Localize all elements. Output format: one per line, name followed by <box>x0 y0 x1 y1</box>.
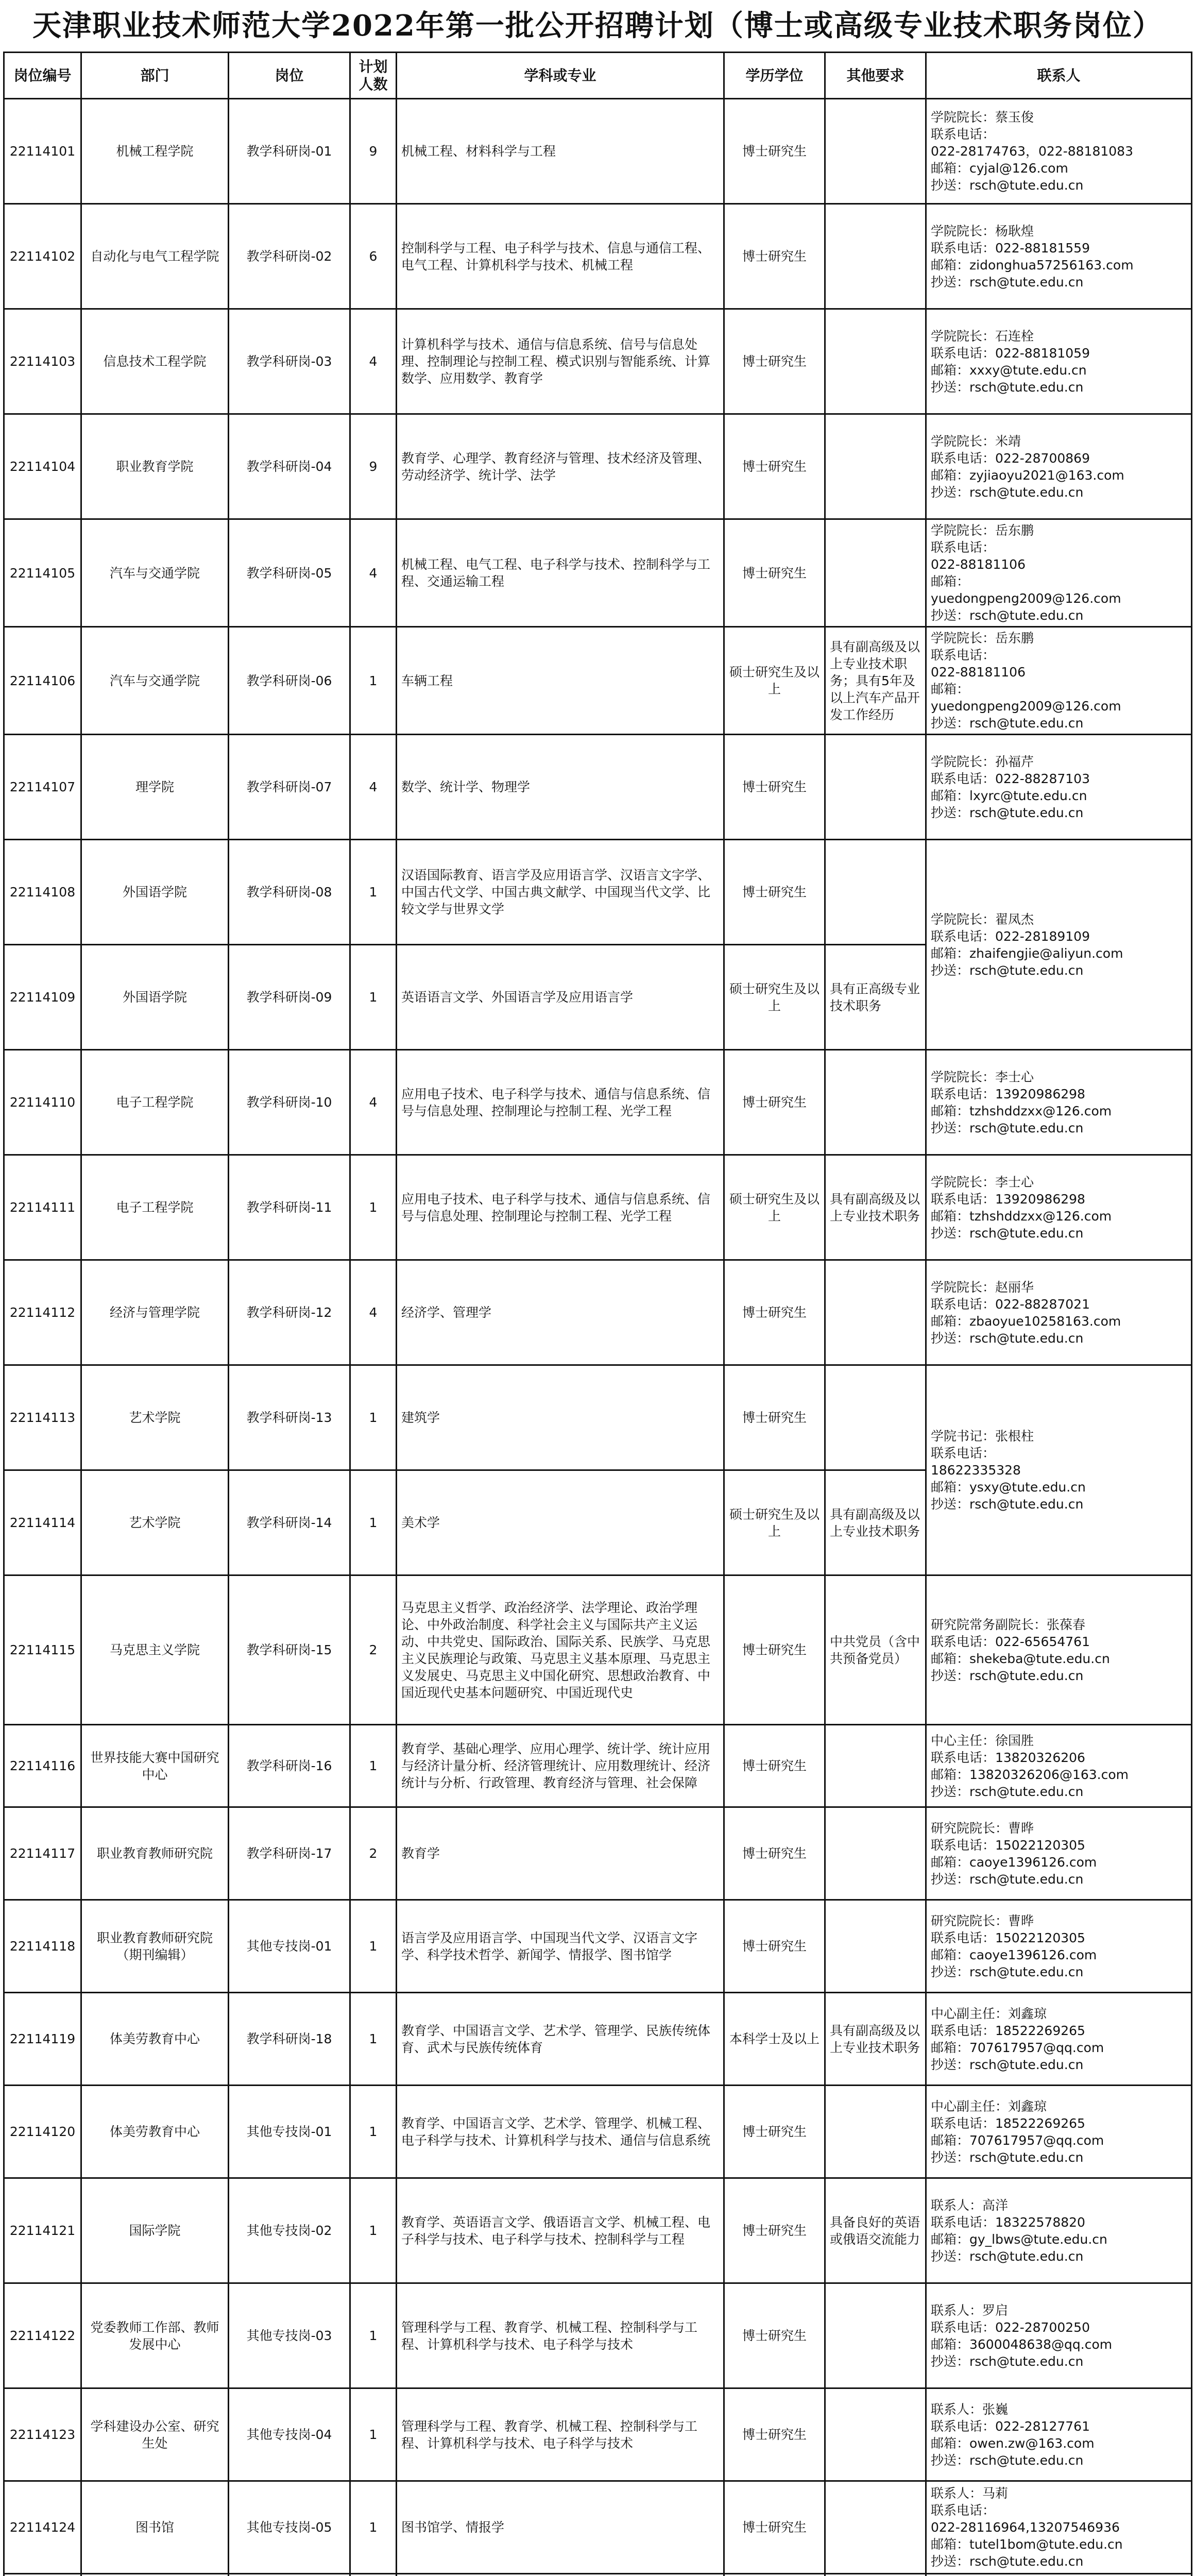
cell-post: 其他专技岗-05 <box>229 2481 350 2574</box>
table-row <box>4 414 1192 519</box>
cell-count: 1 <box>350 1470 397 1575</box>
header-dept: 部门 <box>81 53 229 99</box>
cell-degree: 博士研究生 <box>724 2178 825 2283</box>
cell-post: 其他专技岗-01 <box>229 1900 350 1993</box>
cell-code: 22114114 <box>4 1470 81 1575</box>
cell-count: 1 <box>350 1365 397 1470</box>
cell-code: 22114109 <box>4 945 81 1050</box>
header-count: 计划人数 <box>350 53 397 99</box>
cell-code: 22114116 <box>4 1725 81 1807</box>
table-row <box>4 99 1192 204</box>
cell-code: 22114103 <box>4 309 81 414</box>
cell-degree: 博士研究生 <box>724 414 825 519</box>
cell-contact: 研究院院长：曹晔 联系电话：15022120305 邮箱：caoye1396126.com 抄送：rsch@tute.edu.cn <box>926 1807 1192 1900</box>
header-contact: 联系人 <box>926 53 1192 99</box>
cell-degree: 硕士研究生及以上 <box>724 945 825 1050</box>
cell-post: 教学科研岗-04 <box>229 414 350 519</box>
header-other: 其他要求 <box>825 53 926 99</box>
cell-code: 22114105 <box>4 519 81 627</box>
cell-post: 教学科研岗-14 <box>229 1470 350 1575</box>
cell-other <box>825 1050 926 1155</box>
cell-subject: 教育学 <box>397 1807 724 1900</box>
table-row <box>4 1260 1192 1365</box>
cell-count: 6 <box>350 204 397 309</box>
cell-degree: 博士研究生 <box>724 204 825 309</box>
cell-dept: 外国语学院 <box>81 840 229 945</box>
cell-post: 其他专技岗-04 <box>229 2388 350 2481</box>
cell-count: 1 <box>350 945 397 1050</box>
table-row <box>4 2481 1192 2574</box>
cell-other <box>825 735 926 840</box>
table-row <box>4 1900 1192 1993</box>
cell-code: 22114111 <box>4 1155 81 1260</box>
cell-post: 其他专技岗-01 <box>229 2086 350 2178</box>
header-code: 岗位编号 <box>4 53 81 99</box>
cell-other <box>825 1260 926 1365</box>
cell-code: 22114113 <box>4 1365 81 1470</box>
cell-post: 其他专技岗-03 <box>229 2283 350 2388</box>
cell-count: 4 <box>350 1050 397 1155</box>
cell-subject: 计算机科学与技术、通信与信息系统、信号与信息处理、控制理论与控制工程、模式识别与智能系统、计算数学、应用数学、教育学 <box>397 309 724 414</box>
cell-post: 教学科研岗-11 <box>229 1155 350 1260</box>
table-row <box>4 519 1192 627</box>
cell-subject: 图书馆学、情报学 <box>397 2481 724 2574</box>
cell-count: 1 <box>350 2283 397 2388</box>
cell-degree: 硕士研究生及以上 <box>724 1470 825 1575</box>
cell-count: 1 <box>350 1725 397 1807</box>
cell-code: 22114104 <box>4 414 81 519</box>
cell-subject: 教育学、中国语言文学、艺术学、管理学、民族传统体育、武术与民族传统体育 <box>397 1993 724 2086</box>
cell-other: 中共党员（含中共预备党员） <box>825 1575 926 1725</box>
cell-degree: 本科学士及以上 <box>724 1993 825 2086</box>
cell-subject: 教育学、基础心理学、应用心理学、统计学、统计应用与经济计量分析、经济管理统计、应用数理统计、经济统计与分析、行政管理、教育经济与管理、社会保障 <box>397 1725 724 1807</box>
cell-code: 22114108 <box>4 840 81 945</box>
cell-count: 1 <box>350 2388 397 2481</box>
cell-post: 其他专技岗-02 <box>229 2178 350 2283</box>
cell-code: 22114121 <box>4 2178 81 2283</box>
cell-degree: 博士研究生 <box>724 1807 825 1900</box>
cell-subject: 管理科学与工程、教育学、机械工程、控制科学与工程、计算机科学与技术、电子科学与技术 <box>397 2388 724 2481</box>
cell-dept: 学科建设办公室、研究生处 <box>81 2388 229 2481</box>
header-subject: 学科或专业 <box>397 53 724 99</box>
cell-count: 4 <box>350 735 397 840</box>
cell-subject: 美术学 <box>397 1470 724 1575</box>
table-row <box>4 1993 1192 2086</box>
table-row <box>4 1725 1192 1807</box>
cell-degree: 博士研究生 <box>724 840 825 945</box>
cell-degree: 博士研究生 <box>724 519 825 627</box>
cell-subject: 建筑学 <box>397 1365 724 1470</box>
cell-subject: 教育学、心理学、教育经济与管理、技术经济及管理、劳动经济学、统计学、法学 <box>397 414 724 519</box>
cell-count: 9 <box>350 99 397 204</box>
cell-post: 教学科研岗-16 <box>229 1725 350 1807</box>
cell-count: 1 <box>350 1900 397 1993</box>
cell-dept: 艺术学院 <box>81 1470 229 1575</box>
cell-subject: 控制科学与工程、电子科学与技术、信息与通信工程、电气工程、计算机科学与技术、机械工程 <box>397 204 724 309</box>
cell-subject: 数学、统计学、物理学 <box>397 735 724 840</box>
cell-contact: 研究院常务副院长：张葆春 联系电话：022-65654761 邮箱：shekeba@tute.edu.cn 抄送：rsch@tute.edu.cn <box>926 1575 1192 1725</box>
cell-dept: 理学院 <box>81 735 229 840</box>
cell-subject: 英语语言文学、外国语言学及应用语言学 <box>397 945 724 1050</box>
cell-contact: 学院院长：翟凤杰 联系电话：022-28189109 邮箱：zhaifengjie@aliyun.com 抄送：rsch@tute.edu.cn <box>926 840 1192 1050</box>
cell-degree: 博士研究生 <box>724 309 825 414</box>
cell-count: 4 <box>350 519 397 627</box>
cell-contact: 联系人：罗启 联系电话：022-28700250 邮箱：3600048638@qq.com 抄送：rsch@tute.edu.cn <box>926 2283 1192 2388</box>
cell-count: 2 <box>350 1807 397 1900</box>
cell-degree: 博士研究生 <box>724 2481 825 2574</box>
header-row <box>4 53 1192 99</box>
cell-post: 教学科研岗-07 <box>229 735 350 840</box>
cell-subject: 应用电子技术、电子科学与技术、通信与信息系统、信号与信息处理、控制理论与控制工程、光学工程 <box>397 1050 724 1155</box>
cell-subject: 经济学、管理学 <box>397 1260 724 1365</box>
cell-other <box>825 1725 926 1807</box>
cell-dept: 信息技术工程学院 <box>81 309 229 414</box>
cell-contact: 联系人：马莉 联系电话： 022-28116964,13207546936 邮箱：tutel1bom@tute.edu.cn 抄送：rsch@tute.edu.cn <box>926 2481 1192 2574</box>
cell-other <box>825 2283 926 2388</box>
cell-dept: 职业教育教师研究院 <box>81 1807 229 1900</box>
cell-contact: 学院书记：张根柱 联系电话： 18622335328 邮箱：ysxy@tute.edu.cn 抄送：rsch@tute.edu.cn <box>926 1365 1192 1575</box>
cell-contact: 学院院长：孙福芹 联系电话：022-88287103 邮箱：lxyrc@tute.edu.cn 抄送：rsch@tute.edu.cn <box>926 735 1192 840</box>
cell-other <box>825 2388 926 2481</box>
cell-contact: 联系人：高洋 联系电话：18322578820 邮箱：gy_lbws@tute.edu.cn 抄送：rsch@tute.edu.cn <box>926 2178 1192 2283</box>
cell-degree: 博士研究生 <box>724 1260 825 1365</box>
cell-contact: 中心副主任：刘鑫琼 联系电话：18522269265 邮箱：707617957@qq.com 抄送：rsch@tute.edu.cn <box>926 2086 1192 2178</box>
cell-count: 1 <box>350 627 397 735</box>
cell-other <box>825 2481 926 2574</box>
table-row <box>4 1155 1192 1260</box>
cell-contact: 学院院长：岳东鹏 联系电话： 022-88181106 邮箱： yuedongpeng2009@126.com 抄送：rsch@tute.edu.cn <box>926 519 1192 627</box>
cell-degree: 硕士研究生及以上 <box>724 1155 825 1260</box>
cell-other <box>825 2574 926 2576</box>
cell-post: 教学科研岗-09 <box>229 945 350 1050</box>
cell-other: 具有副高级及以上专业技术职务 <box>825 1155 926 1260</box>
cell-contact: 学院院长：蔡玉俊 联系电话： 022-28174763，022-88181083 邮箱：cyjal@126.com 抄送：rsch@tute.edu.cn <box>926 99 1192 204</box>
cell-degree: 博士研究生 <box>724 1900 825 1993</box>
cell-post: 教学科研岗-01 <box>229 99 350 204</box>
cell-dept: 经济与管理学院 <box>81 1260 229 1365</box>
cell-other <box>825 309 926 414</box>
cell-degree: 博士研究生 <box>724 2086 825 2178</box>
recruitment-table <box>3 52 1192 2576</box>
cell-dept: 电子工程学院 <box>81 1050 229 1155</box>
cell-count: 9 <box>350 414 397 519</box>
table-row <box>4 309 1192 414</box>
cell-dept: 党委教师工作部、教师发展中心 <box>81 2283 229 2388</box>
cell-other <box>825 519 926 627</box>
cell-other: 具有副高级及以上专业技术职务；具有5年及以上汽车产品开发工作经历 <box>825 627 926 735</box>
cell-contact: 联系人：张巍 联系电话：022-28127761 邮箱：owen.zw@163.com 抄送：rsch@tute.edu.cn <box>926 2388 1192 2481</box>
table-row <box>4 735 1192 840</box>
table-row <box>4 1050 1192 1155</box>
cell-subject: 管理科学与工程、教育学、机械工程、控制科学与工程、计算机科学与技术、电子科学与技术 <box>397 2283 724 2388</box>
cell-subject: 汉语国际教育、语言学及应用语言学、汉语言文字学、中国古代文学、中国古典文献学、中国现当代文学、比较文学与世界文学 <box>397 840 724 945</box>
cell-count: 1 <box>350 1993 397 2086</box>
cell-contact: 学院院长：米靖 联系电话：022-28700869 邮箱：zyjiaoyu2021@163.com 抄送：rsch@tute.edu.cn <box>926 414 1192 519</box>
cell-dept: 电子工程学院 <box>81 1155 229 1260</box>
cell-contact: 学院院长：赵丽华 联系电话：022-88287021 邮箱：zbaoyue10258163.com 抄送：rsch@tute.edu.cn <box>926 1260 1192 1365</box>
cell-dept: 职业教育教师研究院（期刊编辑） <box>81 1900 229 1993</box>
cell-post: 教学科研岗-02 <box>229 204 350 309</box>
cell-count: 4 <box>350 1260 397 1365</box>
cell-code: 22114112 <box>4 1260 81 1365</box>
cell-dept: 汽车与交通学院 <box>81 627 229 735</box>
cell-code: 22114102 <box>4 204 81 309</box>
cell-other <box>825 1807 926 1900</box>
cell-subject <box>397 2574 724 2576</box>
cell-post: 教学科研岗-17 <box>229 1807 350 1900</box>
cell-code: 22114110 <box>4 1050 81 1155</box>
cell-other: 具有正高级专业技术职务 <box>825 945 926 1050</box>
cell-subject: 教育学、中国语言文学、艺术学、管理学、机械工程、电子科学与技术、计算机科学与技术、通信与信息系统 <box>397 2086 724 2178</box>
table-row <box>4 2388 1192 2481</box>
cell-degree: 博士研究生 <box>724 2283 825 2388</box>
cell-degree: 博士研究生 <box>724 1725 825 1807</box>
cell-post: 教学科研岗-03 <box>229 309 350 414</box>
cell-contact: 学院院长：岳东鹏 联系电话： 022-88181106 邮箱： yuedongpeng2009@126.com 抄送：rsch@tute.edu.cn <box>926 627 1192 735</box>
cell-dept: 自动化与电气工程学院 <box>81 204 229 309</box>
header-post: 岗位 <box>229 53 350 99</box>
cell-post: 教学科研岗-05 <box>229 519 350 627</box>
table-row <box>4 1807 1192 1900</box>
cell-contact <box>926 2574 1192 2576</box>
cell-dept: 职业教育学院 <box>81 414 229 519</box>
cell-code: 22114122 <box>4 2283 81 2388</box>
cell-code: 22114119 <box>4 1993 81 2086</box>
cell-code: 22114124 <box>4 2481 81 2574</box>
cell-dept: 汽车与交通学院 <box>81 519 229 627</box>
cell-subject: 机械工程、电气工程、电子科学与技术、控制科学与工程、交通运输工程 <box>397 519 724 627</box>
cell-post: 教学科研岗-13 <box>229 1365 350 1470</box>
table-row <box>4 2283 1192 2388</box>
cell-degree: 博士研究生 <box>724 1365 825 1470</box>
cell-other <box>825 1900 926 1993</box>
cell-contact: 学院院长：杨耿煌 联系电话：022-88181559 邮箱：zidonghua57256163.com 抄送：rsch@tute.edu.cn <box>926 204 1192 309</box>
cell-other: 具备良好的英语或俄语交流能力 <box>825 2178 926 2283</box>
cell-degree <box>724 2574 825 2576</box>
cell-contact: 学院院长：李士心 联系电话：13920986298 邮箱：tzhshddzxx@126.com 抄送：rsch@tute.edu.cn <box>926 1050 1192 1155</box>
table-row <box>4 1575 1192 1725</box>
cell-count: 1 <box>350 1155 397 1260</box>
cell-other <box>825 204 926 309</box>
cell-degree: 硕士研究生及以上 <box>724 627 825 735</box>
table-row <box>4 1365 1192 1470</box>
cell-degree: 博士研究生 <box>724 2388 825 2481</box>
cell-degree: 博士研究生 <box>724 735 825 840</box>
table-row <box>4 204 1192 309</box>
cell-other <box>825 414 926 519</box>
cell-count: 1 <box>350 840 397 945</box>
cell-code: 22114120 <box>4 2086 81 2178</box>
cell-code <box>4 2574 81 2576</box>
cell-dept: 外国语学院 <box>81 945 229 1050</box>
cell-post: 教学科研岗-06 <box>229 627 350 735</box>
cell-subject: 马克思主义哲学、政治经济学、法学理论、政治学理论、中外政治制度、科学社会主义与国际共产主义运动、中共党史、国际政治、国际关系、民族学、马克思主义民族理论与政策、马克思主义基本原理、马克思主义发展史、马克思主义中国化研究、思想政治教育、中国近现代史基本问题研究、中国近现代史 <box>397 1575 724 1725</box>
cell-subject: 车辆工程 <box>397 627 724 735</box>
cell-count: 2 <box>350 1575 397 1725</box>
cell-post: 教学科研岗-18 <box>229 1993 350 2086</box>
cell-dept <box>81 2574 229 2576</box>
cell-dept: 国际学院 <box>81 2178 229 2283</box>
cell-dept: 体美劳教育中心 <box>81 2086 229 2178</box>
table-row <box>4 2178 1192 2283</box>
cell-post <box>229 2574 350 2576</box>
cell-code: 22114106 <box>4 627 81 735</box>
cell-post: 教学科研岗-15 <box>229 1575 350 1725</box>
cell-degree: 博士研究生 <box>724 99 825 204</box>
document-title: 天津职业技术师范大学2022年第一批公开招聘计划（博士或高级专业技术职务岗位） <box>32 9 1163 43</box>
cell-code: 22114107 <box>4 735 81 840</box>
cell-subject: 机械工程、材料科学与工程 <box>397 99 724 204</box>
cell-subject: 语言学及应用语言学、中国现当代文学、汉语言文字学、科学技术哲学、新闻学、情报学、图书馆学 <box>397 1900 724 1993</box>
cell-other: 具有副高级及以上专业技术职务 <box>825 1470 926 1575</box>
cell-subject: 教育学、英语语言文学、俄语语言文学、机械工程、电子科学与技术、电子科学与技术、控制科学与工程 <box>397 2178 724 2283</box>
cell-degree: 博士研究生 <box>724 1575 825 1725</box>
table-row <box>4 840 1192 945</box>
table-row <box>4 627 1192 735</box>
cell-dept: 体美劳教育中心 <box>81 1993 229 2086</box>
cell-contact: 中心副主任：刘鑫琼 联系电话：18522269265 邮箱：707617957@qq.com 抄送：rsch@tute.edu.cn <box>926 1993 1192 2086</box>
cell-dept: 艺术学院 <box>81 1365 229 1470</box>
cell-count <box>350 2574 397 2576</box>
cell-other <box>825 2086 926 2178</box>
header-degree: 学历学位 <box>724 53 825 99</box>
cell-code: 22114101 <box>4 99 81 204</box>
cell-contact: 学院院长：石连栓 联系电话：022-88181059 邮箱：xxxy@tute.edu.cn 抄送：rsch@tute.edu.cn <box>926 309 1192 414</box>
cell-subject: 应用电子技术、电子科学与技术、通信与信息系统、信号与信息处理、控制理论与控制工程、光学工程 <box>397 1155 724 1260</box>
cell-count: 1 <box>350 2178 397 2283</box>
cell-code: 22114117 <box>4 1807 81 1900</box>
cell-code: 22114123 <box>4 2388 81 2481</box>
cell-count: 4 <box>350 309 397 414</box>
cell-dept: 图书馆 <box>81 2481 229 2574</box>
cell-dept: 马克思主义学院 <box>81 1575 229 1725</box>
cell-code: 22114115 <box>4 1575 81 1725</box>
cell-other: 具有副高级及以上专业技术职务 <box>825 1993 926 2086</box>
cell-code: 22114118 <box>4 1900 81 1993</box>
cell-post: 教学科研岗-10 <box>229 1050 350 1155</box>
cell-count: 1 <box>350 2086 397 2178</box>
cell-post: 教学科研岗-08 <box>229 840 350 945</box>
cell-contact: 研究院院长：曹晔 联系电话：15022120305 邮箱：caoye1396126.com 抄送：rsch@tute.edu.cn <box>926 1900 1192 1993</box>
cell-dept: 世界技能大赛中国研究中心 <box>81 1725 229 1807</box>
table-body <box>4 99 1192 2576</box>
cell-other <box>825 99 926 204</box>
cell-other <box>825 1365 926 1470</box>
table-row <box>4 2574 1192 2576</box>
cell-contact: 中心主任：徐国胜 联系电话：13820326206 邮箱：13820326206@163.com 抄送：rsch@tute.edu.cn <box>926 1725 1192 1807</box>
table-row <box>4 2086 1192 2178</box>
cell-degree: 博士研究生 <box>724 1050 825 1155</box>
cell-dept: 机械工程学院 <box>81 99 229 204</box>
cell-other <box>825 840 926 945</box>
cell-count: 1 <box>350 2481 397 2574</box>
cell-contact: 学院院长：李士心 联系电话：13920986298 邮箱：tzhshddzxx@126.com 抄送：rsch@tute.edu.cn <box>926 1155 1192 1260</box>
cell-post: 教学科研岗-12 <box>229 1260 350 1365</box>
